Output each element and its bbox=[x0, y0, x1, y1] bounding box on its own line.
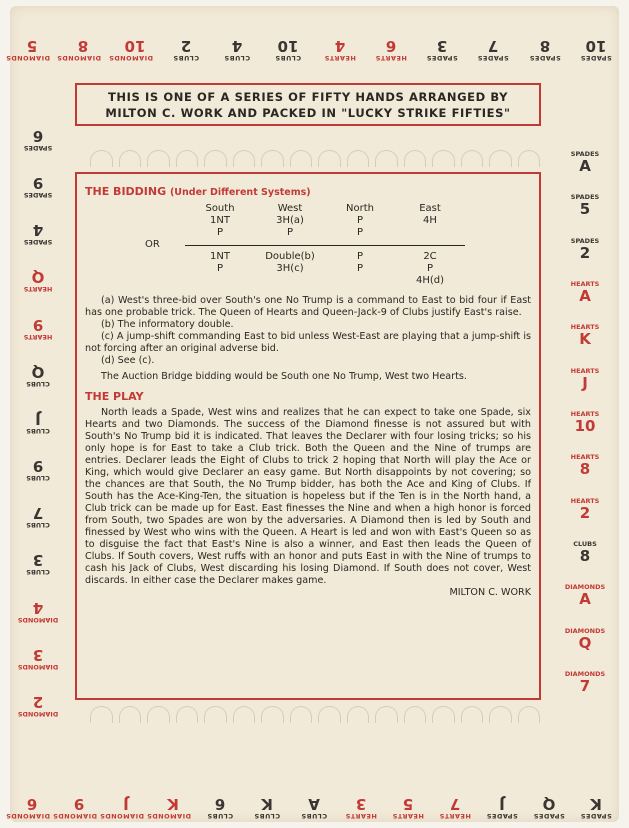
card-tab bbox=[322, 6, 358, 62]
tab-rank: 5 bbox=[402, 795, 414, 813]
tab-rank: 2 bbox=[579, 503, 591, 522]
tab-suit: SPADES bbox=[528, 54, 561, 62]
card-tab bbox=[527, 6, 563, 62]
note-c: (c) A jump-shift commanding East to bid unless West-East are playing that a jump-shift is not forcing after an original adverse bid. bbox=[85, 331, 531, 354]
tab-suit: DIAMONDS bbox=[108, 54, 153, 62]
tab-rank: 10 bbox=[124, 37, 145, 55]
scallop-top bbox=[90, 150, 540, 168]
tab-rank: K bbox=[590, 795, 602, 813]
play-text: North leads a Spade, West wins and realizes that he can expect to take one Spade, six Hearts and two Diamonds. The success of the Diamond finesse is not assured but with South's No Trump bid it is indicated. That leaves the Declarer with four losing tricks; so his only hope is for East to take a Club trick. Both the Queen and the Nine of trumps are entries. Declarer leads the Eight of Clubs to trick 2 hoping that North will play the Ace or King, which would give Declarer an easy game. But North disappoints by not covering; so the chances are that South, the No Trump bidder, has both the Ace and King of Clubs. If South has the Ace-King-Ten, the situation is hopeless but if the Ten is in the North hand, a Club trick can be made up for East. East finesses the Nine and when a high honor is forced from South, two Spades are won by the adversaries. A Diamond then is led by South and finessed by West who wins with the Queen. A Heart is led and won with East's Queen so as to disguise the fact that East's Nine is also a winner, and East then leads the Queen of Clubs. If South covers, West ruffs with an honor and puts East in with the Nine of trumps to cash his Jack of Clubs, West discarding his losing Diamond. If South does not cover, West discards. In either case the Declarer makes game. bbox=[85, 407, 531, 586]
tab-suit: CLUBS bbox=[206, 812, 234, 820]
card-tab bbox=[10, 631, 66, 671]
bidding-title: THE BIDDING (Under Different Systems) bbox=[85, 185, 311, 198]
card-tab bbox=[52, 764, 97, 820]
card-tab bbox=[56, 6, 102, 62]
tab-suit: HEARTS bbox=[23, 285, 53, 294]
tab-rank: 8 bbox=[579, 546, 591, 565]
signature: MILTON C. WORK bbox=[449, 587, 531, 598]
bid-row: 4H(d) bbox=[415, 275, 445, 286]
card-tab bbox=[10, 584, 66, 624]
tab-suit: DIAMONDS bbox=[146, 812, 191, 820]
tab-rank: 9 bbox=[32, 457, 44, 476]
card-tab bbox=[219, 6, 255, 62]
tab-suit: DIAMONDS bbox=[52, 812, 97, 820]
tab-suit: CLUBS bbox=[253, 812, 281, 820]
or-label: OR bbox=[145, 239, 160, 250]
tab-suit: HEARTS bbox=[323, 54, 356, 62]
tab-suit: CLUBS bbox=[26, 426, 50, 435]
card-tab bbox=[531, 764, 567, 820]
tab-rank: 3 bbox=[355, 795, 367, 813]
bid-row: 1NT Double(b) P 2C bbox=[210, 251, 437, 262]
tab-rank: 10 bbox=[585, 37, 607, 55]
card-tab bbox=[146, 764, 191, 820]
bid-row: P 3H(c) P P bbox=[216, 263, 434, 274]
tab-suit: HEARTS bbox=[345, 812, 377, 820]
tab-suit: DIAMONDS bbox=[56, 54, 102, 62]
tab-rank: 9 bbox=[32, 315, 44, 334]
card-tab bbox=[557, 540, 613, 580]
card-tab bbox=[484, 764, 520, 820]
tab-rank: A bbox=[308, 795, 320, 813]
tab-rank: J bbox=[35, 409, 41, 428]
card-tab bbox=[108, 6, 153, 62]
tab-rank: 3 bbox=[436, 37, 448, 55]
tab-suit: DIAMONDS bbox=[5, 54, 50, 62]
tab-rank: K bbox=[261, 795, 273, 813]
tab-suit: HEARTS bbox=[392, 812, 424, 820]
tab-rank: 5 bbox=[26, 37, 38, 55]
bottom-border-tabs bbox=[5, 764, 614, 822]
tab-suit: HEARTS bbox=[570, 279, 600, 288]
card-tab bbox=[373, 6, 409, 62]
card-tab bbox=[10, 159, 66, 199]
tab-suit: SPADES bbox=[580, 812, 612, 820]
card-tab bbox=[99, 764, 144, 820]
tab-suit: CLUBS bbox=[573, 539, 597, 548]
tab-suit: SPADES bbox=[570, 193, 600, 202]
card-tab bbox=[557, 670, 613, 710]
tab-rank: A bbox=[579, 590, 591, 609]
tab-suit: DIAMONDS bbox=[564, 583, 606, 592]
tab-suit: HEARTS bbox=[570, 496, 600, 505]
series-header bbox=[75, 83, 541, 126]
bid-row: 1NT 3H(a) P 4H bbox=[210, 215, 437, 226]
tab-suit: SPADES bbox=[426, 54, 458, 62]
tab-suit: DIAMONDS bbox=[17, 662, 59, 671]
card-tab bbox=[249, 764, 285, 820]
play-title: THE PLAY bbox=[85, 390, 144, 403]
or-row bbox=[145, 239, 465, 251]
card-tab bbox=[557, 410, 613, 450]
card-tab bbox=[475, 6, 511, 62]
card-tab bbox=[578, 764, 614, 820]
tab-suit: SPADES bbox=[533, 812, 565, 820]
tab-suit: CLUBS bbox=[26, 379, 50, 388]
tab-suit: CLUBS bbox=[172, 54, 199, 62]
card-tab bbox=[5, 764, 50, 820]
tab-rank: 8 bbox=[78, 37, 89, 55]
card-tab bbox=[557, 193, 613, 233]
tab-suit: DIAMONDS bbox=[17, 709, 59, 718]
tab-rank: 9 bbox=[73, 795, 85, 813]
card-tab bbox=[10, 348, 66, 388]
tab-rank: 5 bbox=[579, 200, 591, 219]
header-line-2: MILTON C. WORK AND PACKED IN "LUCKY STRIKE FIFTIES" bbox=[105, 106, 511, 120]
tab-rank: J bbox=[499, 795, 505, 813]
card-tab bbox=[557, 367, 613, 407]
tab-rank: 6 bbox=[385, 37, 397, 55]
tab-rank: A bbox=[579, 286, 591, 305]
card-tab bbox=[296, 764, 332, 820]
tab-rank: 6 bbox=[214, 795, 226, 813]
tab-suit: DIAMONDS bbox=[564, 626, 606, 635]
card-tab bbox=[437, 764, 473, 820]
card-tab bbox=[10, 489, 66, 529]
tab-rank: 3 bbox=[32, 645, 44, 664]
hand-description bbox=[75, 172, 541, 700]
col-south: South bbox=[205, 203, 235, 214]
card-tab bbox=[168, 6, 204, 62]
tab-rank: 6 bbox=[26, 795, 38, 813]
card-tab bbox=[557, 497, 613, 537]
tab-suit: SPADES bbox=[580, 54, 612, 62]
bidding-header-row bbox=[145, 203, 465, 215]
col-north: North bbox=[346, 203, 374, 214]
card-tab bbox=[10, 442, 66, 482]
tab-suit: CLUBS bbox=[300, 812, 328, 820]
card-tab bbox=[10, 112, 66, 152]
tab-rank: 4 bbox=[231, 37, 243, 55]
tab-rank: 3 bbox=[32, 551, 44, 570]
tab-suit: SPADES bbox=[486, 812, 518, 820]
tab-rank: J bbox=[123, 795, 129, 813]
tab-rank: K bbox=[167, 795, 179, 813]
tab-rank: 10 bbox=[574, 416, 596, 435]
tab-rank: 2 bbox=[180, 37, 192, 55]
tab-suit: HEARTS bbox=[570, 366, 600, 375]
card-tab bbox=[390, 764, 426, 820]
tab-rank: 7 bbox=[579, 676, 591, 695]
card-tab bbox=[557, 627, 613, 667]
tab-rank: 4 bbox=[334, 37, 345, 55]
right-border-tabs bbox=[557, 150, 619, 710]
card-tab bbox=[557, 323, 613, 363]
card-tab bbox=[424, 6, 460, 62]
tab-rank: K bbox=[579, 330, 591, 349]
card-tab bbox=[10, 395, 66, 435]
tab-suit: DIAMONDS bbox=[17, 615, 59, 624]
card-tab bbox=[578, 6, 614, 62]
tab-rank: 6 bbox=[32, 127, 44, 145]
card-tab bbox=[10, 253, 66, 293]
note-d: (d) See (c). bbox=[101, 355, 155, 366]
auction-note: The Auction Bridge bidding would be South one No Trump, West two Hearts. bbox=[101, 371, 467, 382]
tab-suit: HEARTS bbox=[570, 409, 600, 418]
tab-suit: HEARTS bbox=[570, 323, 600, 332]
note-b: (b) The informatory double. bbox=[101, 319, 234, 330]
left-border-tabs bbox=[10, 112, 72, 718]
tab-rank: 2 bbox=[32, 692, 44, 711]
tab-suit: CLUBS bbox=[224, 54, 251, 62]
tab-suit: SPADES bbox=[477, 54, 510, 62]
tab-rank: Q bbox=[31, 268, 45, 287]
card-tab bbox=[557, 280, 613, 320]
col-east: East bbox=[419, 203, 441, 214]
tab-rank: 8 bbox=[539, 37, 550, 55]
tab-rank: 7 bbox=[32, 504, 44, 523]
card-tab bbox=[10, 206, 66, 246]
card-tab bbox=[557, 583, 613, 623]
tab-rank: 8 bbox=[579, 460, 591, 479]
card-tab bbox=[557, 150, 613, 190]
tab-rank: Q bbox=[542, 795, 556, 813]
tab-suit: DIAMONDS bbox=[564, 669, 606, 678]
top-border-tabs bbox=[5, 6, 614, 64]
tab-suit: SPADES bbox=[23, 238, 53, 247]
card-tab bbox=[202, 764, 238, 820]
tab-suit: SPADES bbox=[23, 191, 53, 200]
scallop-bottom bbox=[90, 706, 540, 724]
card-tab bbox=[10, 301, 66, 341]
tab-suit: CLUBS bbox=[26, 521, 50, 530]
tab-rank: 2 bbox=[579, 243, 591, 262]
tab-suit: HEARTS bbox=[374, 54, 407, 62]
bidding-table bbox=[145, 203, 465, 287]
tab-suit: DIAMONDS bbox=[99, 812, 144, 820]
tab-suit: SPADES bbox=[570, 150, 600, 158]
tab-rank: A bbox=[579, 157, 591, 175]
tab-rank: 10 bbox=[277, 37, 299, 55]
card-tab bbox=[10, 678, 66, 718]
card-tab bbox=[557, 237, 613, 277]
card-tab bbox=[5, 6, 50, 62]
tab-suit: CLUBS bbox=[26, 568, 50, 577]
tab-rank: 7 bbox=[488, 37, 499, 55]
col-west: West bbox=[277, 203, 303, 214]
tab-suit: DIAMONDS bbox=[5, 812, 50, 820]
card-tab bbox=[343, 764, 379, 820]
header-line-1: THIS IS ONE OF A SERIES OF FIFTY HANDS ARRANGED BY bbox=[107, 90, 509, 104]
tab-rank: 9 bbox=[32, 174, 44, 193]
tab-suit: HEARTS bbox=[23, 332, 53, 341]
tab-suit: HEARTS bbox=[570, 453, 600, 462]
card-tab bbox=[270, 6, 306, 62]
card-tab bbox=[557, 453, 613, 493]
bidding-divider bbox=[185, 245, 465, 246]
tab-suit: SPADES bbox=[570, 236, 600, 245]
tab-suit: CLUBS bbox=[275, 54, 302, 62]
bid-row: P P P bbox=[216, 227, 364, 238]
card-tab bbox=[10, 536, 66, 576]
tab-rank: 4 bbox=[32, 598, 44, 617]
tab-rank: J bbox=[582, 373, 588, 392]
tab-rank: 4 bbox=[32, 221, 44, 240]
tab-suit: CLUBS bbox=[26, 474, 50, 483]
tab-rank: Q bbox=[31, 362, 45, 381]
tab-rank: 7 bbox=[449, 795, 461, 813]
tab-suit: SPADES bbox=[23, 144, 53, 152]
tab-suit: HEARTS bbox=[439, 812, 471, 820]
note-a: (a) West's three-bid over South's one No Trump is a command to East to bid four if East has one probable trick. The Queen of Hearts and Queen-Jack-9 of Clubs justify East's raise. bbox=[85, 295, 531, 318]
tab-rank: Q bbox=[578, 633, 592, 652]
